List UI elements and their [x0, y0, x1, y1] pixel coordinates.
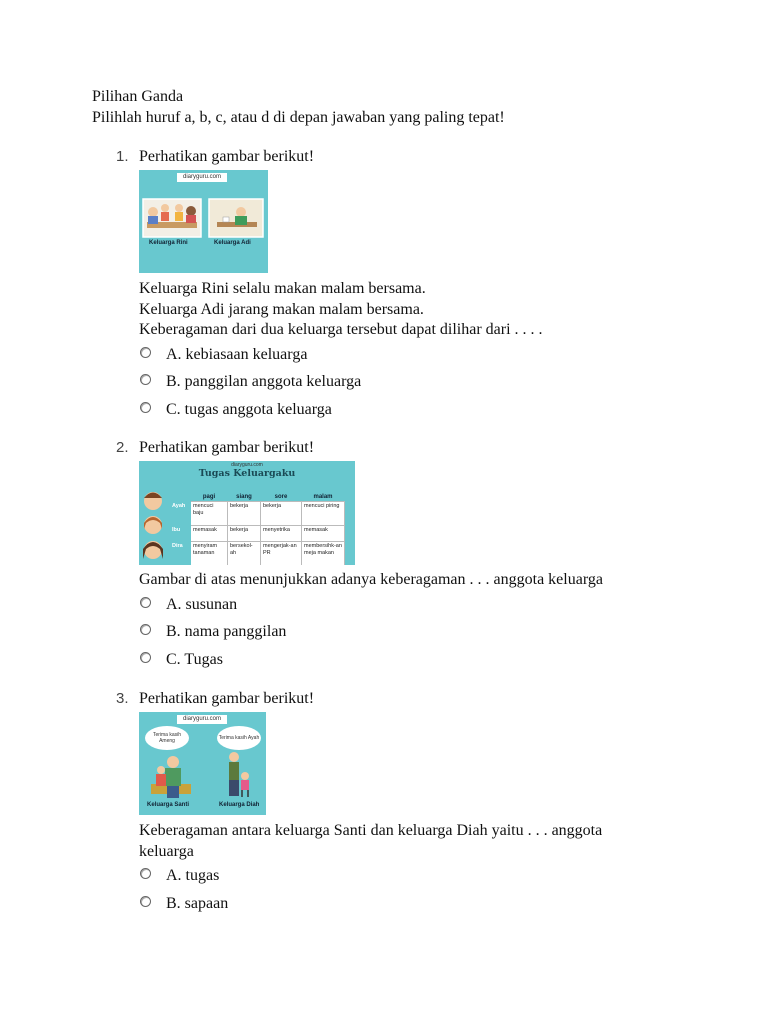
option-label[interactable]: A. susunan	[166, 595, 238, 613]
table-title: Tugas Keluargaku	[198, 468, 296, 479]
table-row	[170, 542, 345, 566]
table-cell: bekerja	[261, 502, 302, 526]
option-label[interactable]: A. tugas	[166, 867, 220, 884]
radio-button[interactable]	[140, 597, 151, 608]
table-cell: bekerja	[228, 502, 261, 526]
radio-button[interactable]	[140, 624, 151, 635]
radio-button[interactable]	[140, 652, 151, 663]
image-watermark: diaryguru.com	[177, 715, 227, 724]
instruction-text: Pilihlah huruf a, b, c, atau d di depan jawaban yang paling tepat!	[92, 109, 505, 126]
option-b[interactable]	[139, 893, 676, 921]
stem-line: Gambar di atas menunjukkan adanya keberagaman . . . anggota keluarga	[139, 571, 603, 588]
question-prompt-line	[116, 146, 676, 167]
option-list	[139, 865, 676, 920]
table-header-row	[170, 493, 345, 502]
option-label[interactable]: C. tugas anggota keluarga	[166, 400, 332, 418]
option-label[interactable]: B. panggilan anggota keluarga	[166, 373, 362, 390]
stem-line: Keberagaman antara keluarga Santi dan keluarga Diah yaitu . . . anggota keluarga	[139, 822, 603, 860]
question-prompt: Perhatikan gambar berikut!	[139, 690, 315, 707]
option-a[interactable]	[139, 344, 676, 372]
question-number: 1.	[116, 148, 129, 165]
stem-line: Keberagaman dari dua keluarga tersebut dapat dilihar dari . . . .	[139, 321, 543, 338]
option-b[interactable]	[139, 621, 676, 649]
speech-bubble-left: Terima kasih Ameng	[145, 726, 189, 750]
question-1-image	[139, 170, 268, 273]
table-header-cell: malam	[313, 494, 333, 500]
question-stem	[139, 279, 676, 341]
image-caption-left: Keluarga Santi	[147, 802, 190, 808]
family-greeting-illustration	[139, 712, 266, 815]
question-number: 3.	[116, 690, 129, 707]
option-b[interactable]	[139, 371, 676, 399]
header	[92, 86, 505, 128]
option-a[interactable]	[139, 865, 676, 893]
stem-line: Keluarga Rini selalu makan malam bersama.	[139, 280, 426, 297]
image-caption-right: Keluarga Diah	[219, 802, 260, 808]
radio-button[interactable]	[140, 868, 151, 879]
option-label[interactable]: C. Tugas	[166, 650, 223, 668]
table-header-cell: siang	[236, 494, 252, 500]
radio-button[interactable]	[140, 347, 151, 358]
question-2	[116, 437, 676, 676]
option-c[interactable]	[139, 649, 676, 677]
option-list	[139, 594, 676, 677]
table-cell: mencuci piring	[302, 502, 345, 526]
section-title: Pilihan Ganda	[92, 88, 184, 105]
image-caption-left: Keluarga Rini	[149, 240, 188, 246]
option-c[interactable]	[139, 399, 676, 427]
option-label[interactable]: A. kebiasaan keluarga	[166, 345, 308, 363]
image-watermark: diaryguru.com	[231, 462, 263, 468]
table-cell: mencuci baju	[191, 502, 228, 526]
family-faces-illustration	[139, 461, 169, 565]
question-1	[116, 146, 676, 426]
table-row-name: Ibu	[170, 526, 191, 542]
table-cell: memasak	[191, 526, 228, 542]
question-prompt-line	[116, 688, 676, 709]
option-list	[139, 344, 676, 427]
question-3	[116, 688, 676, 920]
table-cell: mengerjak-an PR	[261, 542, 302, 566]
radio-button[interactable]	[140, 374, 151, 385]
question-prompt: Perhatikan gambar berikut!	[139, 148, 315, 165]
option-label[interactable]: B. sapaan	[166, 894, 229, 912]
question-2-image	[139, 461, 355, 565]
table-cell: membersihk-an meja makan	[302, 542, 345, 566]
question-prompt: Perhatikan gambar berikut!	[139, 439, 315, 456]
table-cell: memasak	[302, 526, 345, 542]
table-header-cell: sore	[274, 494, 288, 500]
option-label[interactable]: B. nama panggilan	[166, 623, 287, 640]
table-row-name: Dira	[170, 542, 191, 566]
image-caption-right: Keluarga Adi	[214, 240, 251, 246]
table-cell: menyetrika	[261, 526, 302, 542]
table-cell: bekerja	[228, 526, 261, 542]
radio-button[interactable]	[140, 402, 151, 413]
question-prompt-line	[116, 437, 676, 458]
question-number: 2.	[116, 439, 129, 456]
image-watermark: diaryguru.com	[177, 173, 227, 182]
table-row	[170, 502, 345, 526]
table-header-cell: pagi	[202, 494, 216, 500]
radio-button[interactable]	[140, 896, 151, 907]
family-meal-illustration	[139, 170, 268, 273]
table-row	[170, 526, 345, 542]
family-duties-table	[169, 493, 345, 565]
table-row-name: Ayah	[170, 502, 191, 526]
stem-line: Keluarga Adi jarang makan malam bersama.	[139, 300, 424, 318]
question-stem	[139, 821, 639, 862]
option-a[interactable]	[139, 594, 676, 622]
question-stem	[139, 570, 676, 591]
speech-bubble-right: Terima kasih Ayah	[217, 726, 261, 750]
table-cell: menyiram tanaman	[191, 542, 228, 566]
table-cell: bersekol-ah	[228, 542, 261, 566]
question-3-image	[139, 712, 266, 815]
